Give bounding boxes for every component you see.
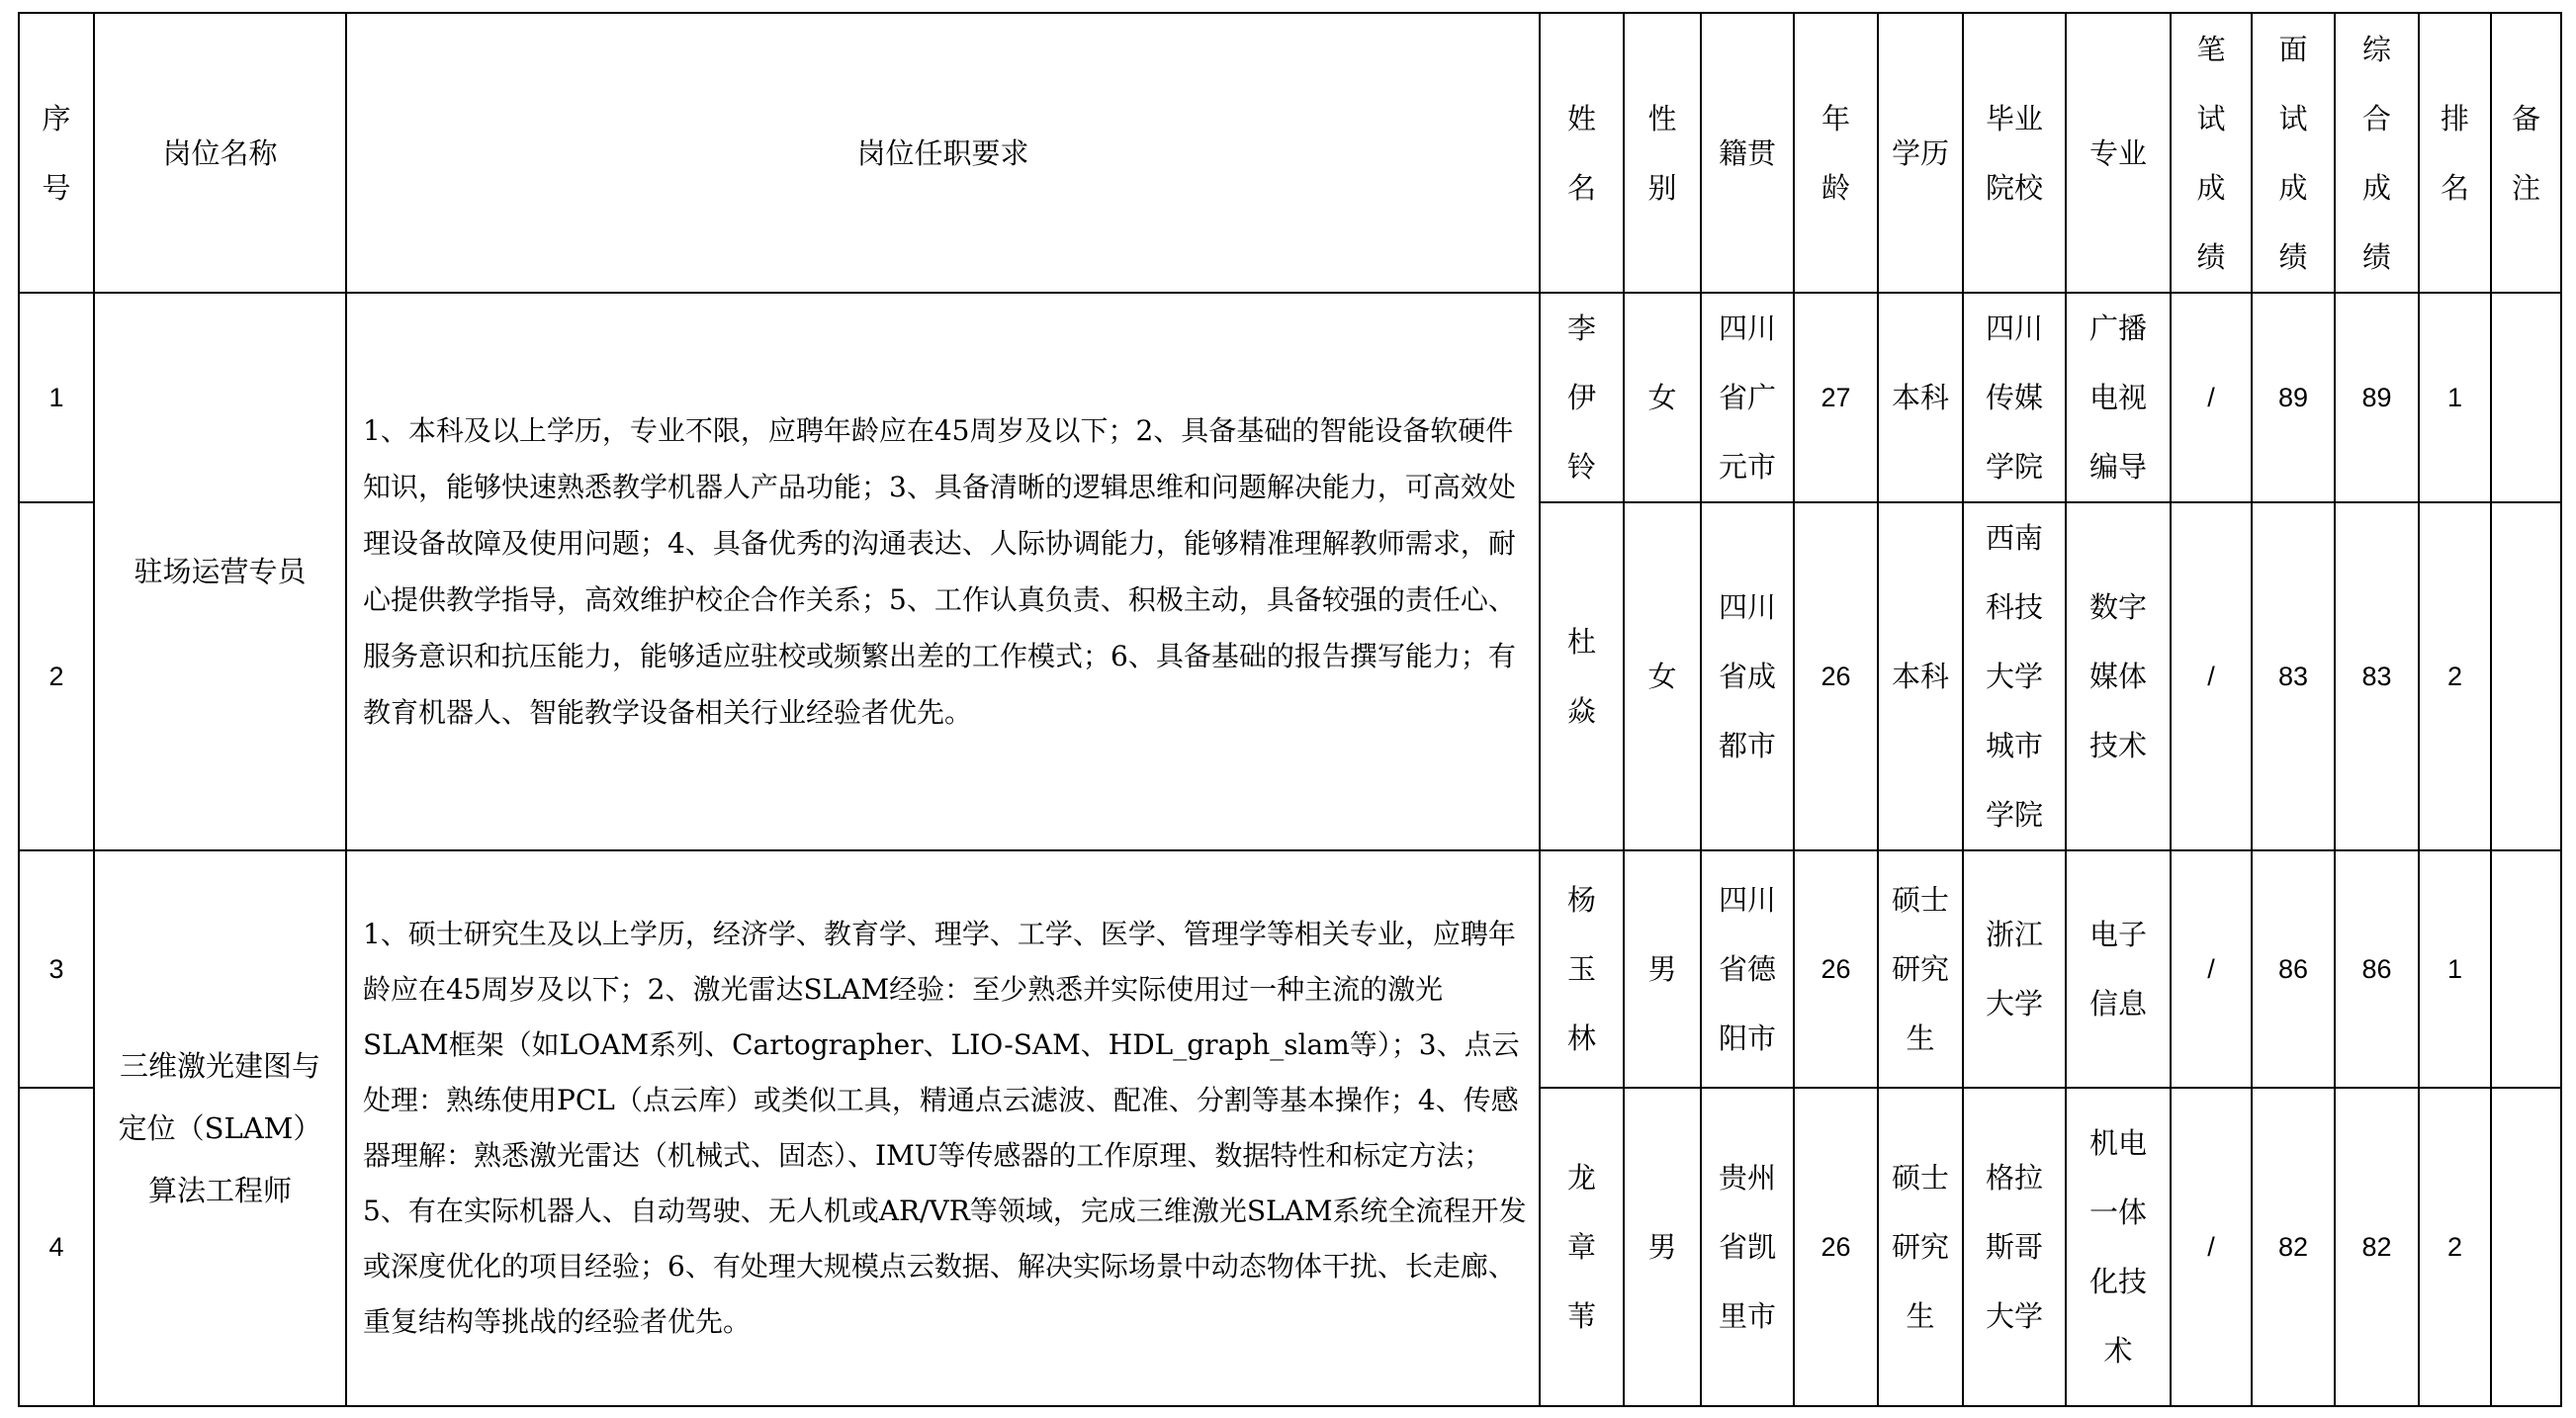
cell-interview: 83: [2252, 502, 2335, 850]
header-gender: 性别: [1624, 13, 1701, 293]
cell-gender: 女: [1624, 293, 1701, 502]
cell-rank: 1: [2419, 293, 2491, 502]
cell-hometown: 贵州省凯里市: [1701, 1088, 1794, 1406]
cell-seq: 4: [19, 1088, 94, 1406]
cell-major: 数字媒体技术: [2066, 502, 2171, 850]
header-age: 年龄: [1794, 13, 1878, 293]
header-education: 学历: [1878, 13, 1963, 293]
cell-requirements: 1、硕士研究生及以上学历，经济学、教育学、理学、工学、医学、管理学等相关专业，应聘年龄应在45周岁及以下；2、激光雷达SLAM经验：至少熟悉并实际使用过一种主流的激光SLAM框架（如LOAM系列、Cartographer、LIO-SAM、HDL_graph_slam等）；3、点云处理：熟练使用PCL（点云库）或类似工具，精通点云滤波、配准、分割等基本操作；4、传感器理解：熟悉激光雷达（机械式、固态）、IMU等传感器的工作原理、数据特性和标定方法；5、有在实际机器人、自动驾驶、无人机或AR/VR等领域，完成三维激光SLAM系统全流程开发或深度优化的项目经验；6、有处理大规模点云数据、解决实际场景中动态物体干扰、长走廊、重复结构等挑战的经验者优先。: [346, 850, 1540, 1406]
header-name: 姓名: [1540, 13, 1624, 293]
cell-major: 广播电视编导: [2066, 293, 2171, 502]
cell-position: 驻场运营专员: [94, 293, 346, 850]
cell-major: 电子信息: [2066, 850, 2171, 1088]
results-table-wrapper: [18, 12, 2562, 1407]
cell-education: 本科: [1878, 293, 1963, 502]
cell-total: 83: [2335, 502, 2419, 850]
cell-interview: 89: [2252, 293, 2335, 502]
cell-rank: 2: [2419, 502, 2491, 850]
cell-name: 杨玉林: [1540, 850, 1624, 1088]
cell-gender: 男: [1624, 1088, 1701, 1406]
header-major: 专业: [2066, 13, 2171, 293]
cell-hometown: 四川省成都市: [1701, 502, 1794, 850]
cell-remark: [2491, 293, 2561, 502]
header-remark: 备注: [2491, 13, 2561, 293]
cell-age: 26: [1794, 1088, 1878, 1406]
cell-school: 格拉斯哥大学: [1963, 1088, 2066, 1406]
cell-written: /: [2171, 850, 2252, 1088]
cell-name: 李伊铃: [1540, 293, 1624, 502]
cell-remark: [2491, 502, 2561, 850]
header-row: [19, 13, 2561, 293]
header-hometown: 籍贯: [1701, 13, 1794, 293]
header-rank: 排名: [2419, 13, 2491, 293]
cell-education: 硕士研究生: [1878, 850, 1963, 1088]
cell-name: 龙章苇: [1540, 1088, 1624, 1406]
cell-remark: [2491, 850, 2561, 1088]
header-position: 岗位名称: [94, 13, 346, 293]
cell-hometown: 四川省广元市: [1701, 293, 1794, 502]
cell-written: /: [2171, 502, 2252, 850]
cell-remark: [2491, 1088, 2561, 1406]
cell-gender: 男: [1624, 850, 1701, 1088]
cell-gender: 女: [1624, 502, 1701, 850]
cell-position: 三维激光建图与定位（SLAM）算法工程师: [94, 850, 346, 1406]
cell-seq: 3: [19, 850, 94, 1088]
cell-written: /: [2171, 1088, 2252, 1406]
cell-rank: 1: [2419, 850, 2491, 1088]
header-written: 笔试成绩: [2171, 13, 2252, 293]
cell-age: 26: [1794, 850, 1878, 1088]
cell-education: 本科: [1878, 502, 1963, 850]
results-table: [18, 12, 2562, 1407]
cell-school: 西南科技大学城市学院: [1963, 502, 2066, 850]
cell-major: 机电一体化技术: [2066, 1088, 2171, 1406]
table-row: [19, 850, 2561, 1088]
cell-education: 硕士研究生: [1878, 1088, 1963, 1406]
cell-school: 浙江大学: [1963, 850, 2066, 1088]
header-requirements: 岗位任职要求: [346, 13, 1540, 293]
cell-seq: 2: [19, 502, 94, 850]
table-row: [19, 293, 2561, 502]
cell-total: 89: [2335, 293, 2419, 502]
cell-name: 杜焱: [1540, 502, 1624, 850]
header-interview: 面试成绩: [2252, 13, 2335, 293]
header-school: 毕业院校: [1963, 13, 2066, 293]
cell-hometown: 四川省德阳市: [1701, 850, 1794, 1088]
cell-written: /: [2171, 293, 2252, 502]
cell-rank: 2: [2419, 1088, 2491, 1406]
cell-interview: 86: [2252, 850, 2335, 1088]
cell-interview: 82: [2252, 1088, 2335, 1406]
cell-requirements: 1、本科及以上学历，专业不限，应聘年龄应在45周岁及以下；2、具备基础的智能设备软硬件知识，能够快速熟悉教学机器人产品功能；3、具备清晰的逻辑思维和问题解决能力，可高效处理设备故障及使用问题；4、具备优秀的沟通表达、人际协调能力，能够精准理解教师需求，耐心提供教学指导，高效维护校企合作关系；5、工作认真负责、积极主动，具备较强的责任心、服务意识和抗压能力，能够适应驻校或频繁出差的工作模式；6、具备基础的报告撰写能力；有教育机器人、智能教学设备相关行业经验者优先。: [346, 293, 1540, 850]
cell-total: 86: [2335, 850, 2419, 1088]
cell-seq: 1: [19, 293, 94, 502]
cell-age: 26: [1794, 502, 1878, 850]
cell-school: 四川传媒学院: [1963, 293, 2066, 502]
header-seq: 序号: [19, 13, 94, 293]
cell-total: 82: [2335, 1088, 2419, 1406]
cell-age: 27: [1794, 293, 1878, 502]
header-total: 综合成绩: [2335, 13, 2419, 293]
